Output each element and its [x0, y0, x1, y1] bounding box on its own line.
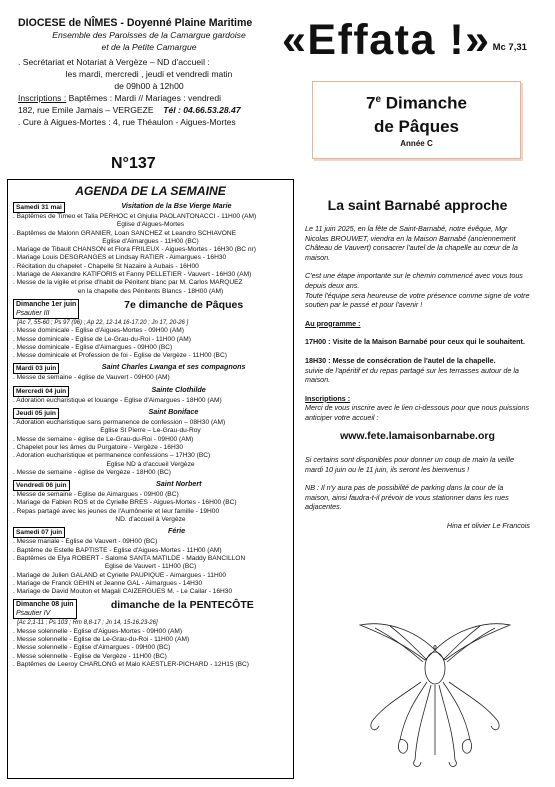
- agenda-event: . Baptêmes de Leeroy CHARLONG et Malo KAESTLER-PICHARD - 12H15 (BC): [13, 660, 249, 668]
- agenda-day-label: [13, 599, 77, 619]
- website-link[interactable]: www.fete.lamaisonbarnabe.org: [340, 429, 495, 442]
- cure-line: . Cure à Aigues-Mortes : 4, rue Théaulon - Aigues-Mortes: [18, 117, 236, 127]
- agenda-event: . Messe dominicale - Église de Le-Grau-du-Roi - 11H00 (AM): [13, 335, 191, 343]
- agenda-day-header: [13, 527, 288, 538]
- inscriptions-text: Merci de vous inscrire avec le lien ci-dessous pour que nous puissions anticiper votre accueil :: [305, 403, 530, 422]
- agenda-event: . Mariage de Fabien ROS et de Cyrielle BRES - Aigues-Mortes - 16H00 (BC): [13, 499, 237, 507]
- inscriptions-heading: Inscriptions :: [305, 393, 351, 403]
- signature: Hina et olivier Le Francois: [446, 521, 530, 531]
- agenda-event: . Baptêmes de Timeo et Talia PERHOC et Ghjulia PAOLANTONACCI - 11H00 (AM): [13, 213, 257, 220]
- agenda-day-header: [13, 599, 288, 619]
- agenda-event: . Baptême de Estelle BAPTISTE - Église d'Aigues-Mortes - 11H00 (AM): [13, 546, 222, 554]
- agenda-event: . Messe solennelle - Église de Vergèze - 11H00 (BC): [13, 652, 167, 660]
- agenda-event: . Messe dominicale et Profession de foi - Église de Vergèze - 11H00 (BC): [13, 352, 227, 360]
- programme-item-1: 17H00 : Visite de la Maison Barnabé pour ceux qui le souhaitent.: [305, 337, 525, 347]
- agenda-event: . Messe de semaine - église de Vauvert - 09H00 (AM): [13, 374, 170, 382]
- agenda-event: . Mariage de Alexandre KATIFORIS et Fanny PELLETIER - Vauvert - 16H30 (AM): [13, 271, 252, 279]
- article-team: Toute l'équipe sera heureuse de votre présence comme signe de votre soutien par le passé et pour l'avenir !: [305, 290, 530, 310]
- agenda-event: en la chapelle des Pénitents Blancs - 18H00 (AM): [77, 287, 224, 295]
- agenda-day-label: [13, 386, 69, 397]
- agenda-event: . Messe de semaine - Église de Aimargues - 09H00 (BC): [13, 491, 179, 499]
- agenda-day-label: [13, 363, 59, 374]
- agenda-day: [13, 480, 288, 524]
- programme-item-2-detail: suivie de l'apéritif et du repas partagé sur les terrasses autour de la maison.: [305, 365, 519, 385]
- inscriptions-text: Baptêmes : Mardi // Mariages : vendredi: [66, 93, 222, 103]
- agenda-event: . Mariage de Franck GEHIN et Jeanne GAL - Aimargues - 14H30: [13, 579, 203, 587]
- agenda-event: . Messe dominicale - Église d'Aigues-Mortes - 09H00 (AM): [13, 327, 184, 335]
- agenda-event: . Messe de semaine - église de Vergèze - 18H00 (BC): [13, 468, 171, 476]
- issue-number: N°137: [111, 155, 156, 172]
- agenda-event: . Repas partagé avec les jeunes de l'Aumônerie et leur famille - 19H00: [13, 507, 220, 515]
- inscriptions-label: Inscriptions :: [18, 93, 67, 103]
- agenda-event: . Baptêmes de Malonn GRANIER, Loan SANCHEZ et Leandro SCHIAVONE: [13, 229, 237, 237]
- agenda-event: Église d'Aimargues - 11H00 (BC): [102, 237, 199, 245]
- agenda-day-header: [13, 480, 288, 491]
- day-date: Samedi 31 mai: [16, 204, 62, 211]
- day-date: Mardi 03 juin: [16, 365, 57, 373]
- liturgical-sunday-box: [312, 81, 521, 159]
- agenda-event: Église de Vauvert - 11H00 (BC): [104, 563, 197, 571]
- subtitle-2: et de la Petite Camargue: [101, 42, 197, 52]
- agenda-event: . Chapelet pour les âmes du Purgatoire - Vergèze - 16H30: [13, 443, 184, 451]
- agenda-day: [13, 408, 288, 477]
- day-date: Samedi 07 juin: [16, 529, 63, 537]
- agenda-day-feast: Saint Norbert: [156, 479, 202, 489]
- newsletter-title: [282, 14, 552, 66]
- address: 182, rue Emile Jamais – VERGEZE: [18, 105, 154, 115]
- organization-block: [18, 17, 280, 128]
- agenda-event: . Adoration eucharistique et louange - Église d'Aimargues - 18H00 (AM): [13, 396, 222, 404]
- agenda-day: [13, 599, 288, 669]
- agenda-day-feast: 7e dimanche de Pâques: [124, 298, 244, 311]
- agenda-event: Église St Pierre – Le-Grau-du-Roy: [100, 427, 201, 435]
- article-step: C'est une étape importante sur le chemin commencé avec vous tous depuis deux ans.: [305, 271, 523, 290]
- agenda-event: . Messe de la vigile et prise d'habit de Pénitent blanc par M. Carlos MARQUEZ: [13, 279, 243, 287]
- agenda-days: [13, 202, 288, 669]
- day-date: Dimanche 08 juin: [16, 601, 74, 609]
- day-date: Dimanche 1er juin: [16, 300, 77, 308]
- agenda-day: [13, 363, 288, 382]
- agenda-day: [13, 299, 288, 360]
- agenda-day-header: [13, 202, 288, 213]
- diocese-name: DIOCESE de NÎMES: [18, 17, 118, 29]
- deanery: - Doyenné Plaine Maritime: [117, 17, 253, 29]
- programme-label: Au programme :: [305, 318, 361, 328]
- inscriptions-line: [18, 92, 280, 104]
- psalter-week: Psautier IV: [16, 610, 51, 618]
- agenda-day-label: [13, 299, 79, 319]
- sunday-line-1: 7e Dimanche: [365, 93, 467, 113]
- agenda-event: Église d'Aigues-Mortes: [116, 221, 185, 229]
- agenda-event: . Messe dominicale - Église d'Aimargues - 09H00 (BC): [13, 343, 173, 351]
- address-line: [18, 104, 280, 116]
- article-intro: Le 11 juin 2025, en la fête de Saint-Barnabé, notre évêque, Mgr Nicolas BROUWET, viendra en la Maison Barnabé (anciennement Château de Vauvert) consacrer l'autel de la chapelle au cœur de la maison.: [305, 224, 518, 262]
- agenda-day: [13, 386, 288, 405]
- agenda-event: . Messe de semaine - église de Le-Grau-du-Roi - 09H00 (AM): [13, 435, 194, 443]
- subtitle-1: Ensemble des Paroisses de la Camargue gardoise: [52, 30, 246, 40]
- agenda-day-label: [13, 527, 65, 538]
- agenda-event: . Baptêmes de Elya ROBERT - Salomé SANTA MATILDE - Maddy BANCILLON: [13, 554, 246, 562]
- agenda-event: . Mariage de Tibault CHANSON et Flora FRILEUX - Aigues-Mortes - 16H30 (BC nr): [13, 246, 256, 254]
- agenda-day-feast: Sainte Clothilde: [151, 384, 206, 394]
- psalter-week: Psautier III: [16, 309, 50, 317]
- agenda-day-feast: Visitation de la Bse Vierge Marie: [121, 201, 232, 210]
- agenda-event: . Mariage de Julien GALAND et Cyrielle PAUPIQUE - Aimargues - 11H00: [13, 571, 227, 579]
- day-date: Mercredi 04 juin: [16, 387, 67, 395]
- programme-item-2: 18H30 : Messe de consécration de l'autel de la chapelle.: [305, 355, 496, 365]
- agenda-title: AGENDA DE LA SEMAINE: [75, 184, 226, 198]
- liturgical-year: Année C: [400, 138, 433, 148]
- article-title: La saint Barnabé approche: [327, 197, 508, 213]
- agenda-event: . Mariage de David Mouton et Magali CAIZERGUES M. - Le Cailar - 16H30: [13, 588, 233, 596]
- telephone: Tél : 04.66.53.28.47: [163, 105, 241, 115]
- secretariat-line-3: de 09h00 à 12h00: [114, 81, 184, 91]
- scripture-references: [Ac 7, 55-60 ; Ps 97 (96) ; Ap 22, 12-14.16-17.20 ; Jn 17, 20-26 ]: [17, 319, 189, 326]
- secretariat-line-1: . Secrétariat et Notariat à Vergèze – ND d'accueil :: [18, 57, 210, 67]
- agenda-event: . Adoration eucharistique sans permanence de confession – 08H30 (AM): [13, 419, 226, 427]
- agenda-event: . Messe mariale - Église de Vauvert - 09H00 (BC): [13, 538, 158, 546]
- agenda-event: . Messe solennelle - Église d'Aimargues - 09H00 (BC): [13, 644, 171, 652]
- barnabe-article: [305, 196, 530, 540]
- agenda-day-label: [13, 202, 65, 213]
- agenda-day-header: [13, 299, 288, 319]
- agenda-day-feast: Saint Boniface: [148, 407, 199, 417]
- agenda-event: . Adoration eucharistique et permanence confessions – 17H30 (BC): [13, 452, 211, 460]
- agenda-day-feast: Férie: [168, 526, 186, 536]
- agenda-day-header: [13, 363, 288, 374]
- agenda-event: . Messe solennelle - Église de Le-Grau-du-Roi - 11H00 (AM): [13, 635, 190, 643]
- day-date: Jeudi 05 juin: [16, 410, 56, 418]
- agenda-day: [13, 202, 288, 296]
- agenda-day: [13, 527, 288, 596]
- agenda-event: . Mariage Louis DESGRANGES et Lindsay RATIER - Aimargues - 16H30: [13, 254, 227, 262]
- sunday-line-2: de Pâques: [373, 116, 460, 136]
- agenda-event: Église ND à d'accueil Vergèze: [106, 460, 195, 468]
- agenda-day-header: [13, 408, 288, 419]
- agenda-day-feast: dimanche de la PENTECÔTE: [110, 599, 254, 612]
- day-date: Vendredi 06 juin: [16, 482, 67, 490]
- scripture-references: [Ac 2,1-11 ; Ps 103 ; Rm 8,8-17 ; Jn 14, 15-16.23-26]: [17, 620, 158, 627]
- parking-note: NB : Il n'y aura pas de possibilité de parking dans la cour de la maison, ainsi faudra-t-il prévoir de vous stationner dans les rues adjacentes.: [305, 483, 509, 512]
- agenda-event: . Récitation du chapelet - Chapelle St Nazaire à Aubais - 16H00: [13, 262, 199, 270]
- weekly-agenda: [7, 179, 294, 779]
- agenda-day-feast: Saint Charles Lwanga et ses compagnons: [101, 362, 246, 372]
- agenda-day-label: [13, 480, 70, 491]
- agenda-day-label: [13, 408, 59, 419]
- agenda-day-header: [13, 386, 288, 397]
- bible-verse: Mc 7,31: [492, 42, 527, 53]
- diocese-line: [18, 17, 280, 29]
- secretariat-line-2: les mardi, mercredi , jeudi et vendredi matin: [65, 69, 233, 79]
- agenda-event: . Messe solennelle - Église d'Aigues-Mortes - 09H00 (AM): [13, 627, 183, 635]
- newsletter-logo: «Effata !»: [282, 16, 491, 64]
- holy-spirit-dove-illustration: [355, 590, 515, 770]
- agenda-event: ND. d'accueil à Vergèze: [115, 516, 186, 524]
- help-note: Si certains sont disponibles pour donner un coup de main la veille mardi 10 juin ou le 11 juin, ils seront les bienvenus !: [305, 455, 514, 474]
